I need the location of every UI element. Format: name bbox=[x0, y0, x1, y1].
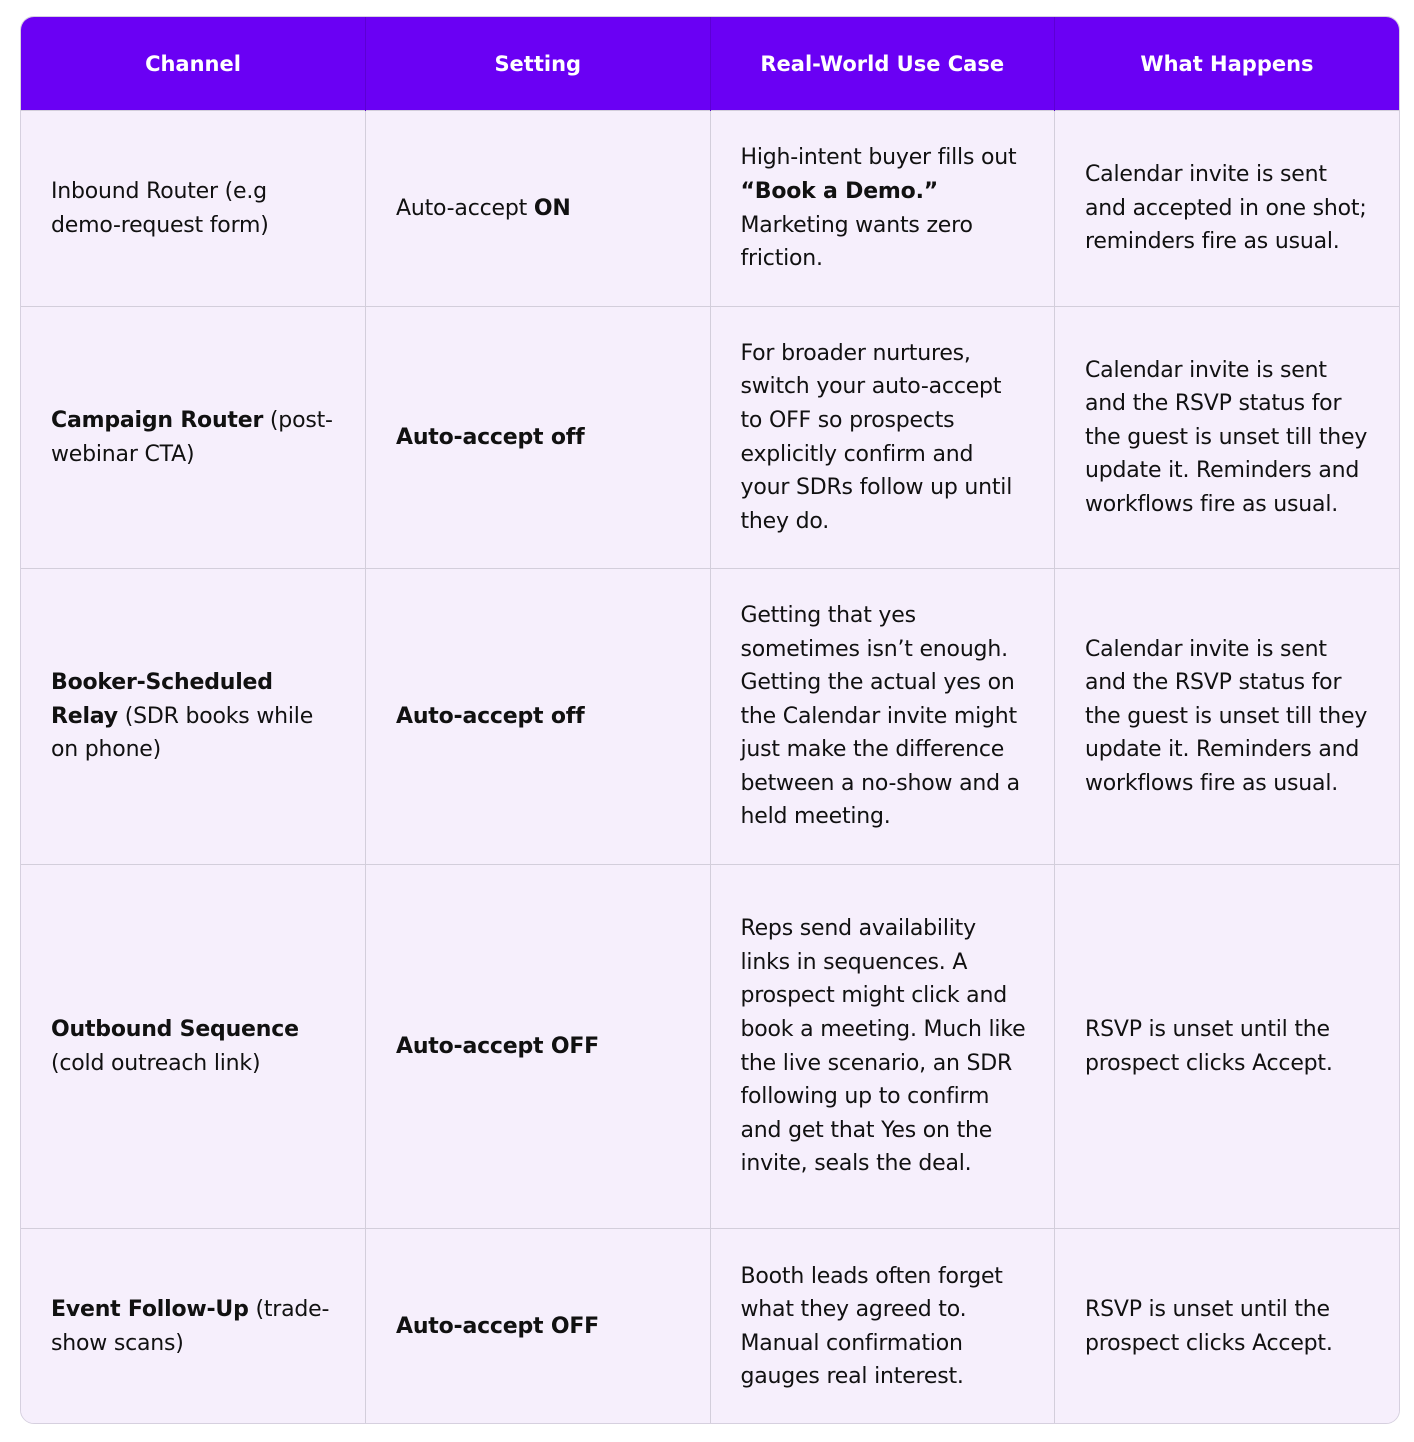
setting-value: ON bbox=[533, 195, 571, 221]
table-header bbox=[21, 17, 1399, 111]
use-case-text: Reps send availability links in sequences. A prospect might click and book a meeting. Much like the live scenario, an SDR following up to confirm and get that Yes on the invite, seals the deal. bbox=[740, 916, 1026, 1177]
channel-cell bbox=[21, 865, 366, 1229]
setting-cell bbox=[366, 1229, 711, 1425]
use-case-text: Booth leads often forget what they agreed to. Manual confirmation gauges real interest. bbox=[740, 1263, 1003, 1390]
column-header-what-happens: What Happens bbox=[1055, 17, 1400, 111]
setting-cell bbox=[366, 307, 711, 569]
channel-name: Event Follow-Up bbox=[51, 1297, 249, 1323]
use-case-emphasis: “Book a Demo.” bbox=[740, 178, 938, 204]
what-happens-cell: Calendar invite is sent and accepted in one shot; reminders fire as usual. bbox=[1055, 111, 1400, 307]
what-happens-cell: Calendar invite is sent and the RSVP status for the guest is unset till they update it. Reminders and workflows fire as usual. bbox=[1055, 307, 1400, 569]
channel-detail: (post-webinar CTA) bbox=[51, 407, 333, 467]
table-row bbox=[21, 569, 1399, 865]
header-row bbox=[21, 17, 1399, 111]
channel-name: Campaign Router bbox=[51, 407, 264, 433]
use-case-text-end: Marketing wants zero friction. bbox=[740, 212, 973, 272]
setting-cell bbox=[366, 111, 711, 307]
channel-detail: (SDR books while on phone) bbox=[51, 703, 314, 763]
setting-value: Auto-accept OFF bbox=[396, 1313, 599, 1339]
column-header-channel: Channel bbox=[21, 17, 366, 111]
comparison-table bbox=[20, 16, 1400, 1424]
setting-value: Auto-accept OFF bbox=[396, 1033, 599, 1059]
column-header-use-case: Real-World Use Case bbox=[710, 17, 1055, 111]
settings-table bbox=[21, 17, 1399, 1424]
channel-cell bbox=[21, 111, 366, 307]
table-row bbox=[21, 1229, 1399, 1425]
channel-detail: Inbound Router (e.g demo-request form) bbox=[51, 178, 269, 238]
table-row bbox=[21, 111, 1399, 307]
channel-cell bbox=[21, 307, 366, 569]
setting-value: Auto-accept off bbox=[396, 703, 585, 729]
channel-cell bbox=[21, 1229, 366, 1425]
what-happens-cell: RSVP is unset until the prospect clicks Accept. bbox=[1055, 865, 1400, 1229]
table-row bbox=[21, 307, 1399, 569]
channel-detail: (trade-show scans) bbox=[51, 1297, 330, 1356]
use-case-cell bbox=[710, 111, 1055, 307]
channel-name: Outbound Sequence bbox=[51, 1016, 299, 1042]
channel-name: Booker-Scheduled Relay bbox=[51, 670, 273, 729]
channel-detail: (cold outreach link) bbox=[51, 1050, 261, 1076]
channel-cell bbox=[21, 569, 366, 865]
use-case-text: High-intent buyer fills out bbox=[740, 145, 1017, 171]
use-case-cell bbox=[710, 307, 1055, 569]
what-happens-cell: Calendar invite is sent and the RSVP status for the guest is unset till they update it. Reminders and workflows fire as usual. bbox=[1055, 569, 1400, 865]
use-case-cell bbox=[710, 569, 1055, 865]
setting-label: Auto-accept bbox=[396, 195, 534, 221]
what-happens-cell: RSVP is unset until the prospect clicks Accept. bbox=[1055, 1229, 1400, 1425]
use-case-cell bbox=[710, 1229, 1055, 1425]
column-header-setting: Setting bbox=[366, 17, 711, 111]
setting-cell bbox=[366, 569, 711, 865]
setting-cell bbox=[366, 865, 711, 1229]
use-case-text: Getting that yes sometimes isn’t enough. Getting the actual yes on the Calendar invite might just make the difference between a no-show and a held meeting. bbox=[740, 602, 1020, 830]
table-row bbox=[21, 865, 1399, 1229]
table-body bbox=[21, 111, 1399, 1425]
use-case-cell bbox=[710, 865, 1055, 1229]
setting-value: Auto-accept off bbox=[396, 424, 585, 450]
use-case-text: For broader nurtures, switch your auto-accept to OFF so prospects explicitly confirm and your SDRs follow up until they do. bbox=[740, 340, 1013, 534]
